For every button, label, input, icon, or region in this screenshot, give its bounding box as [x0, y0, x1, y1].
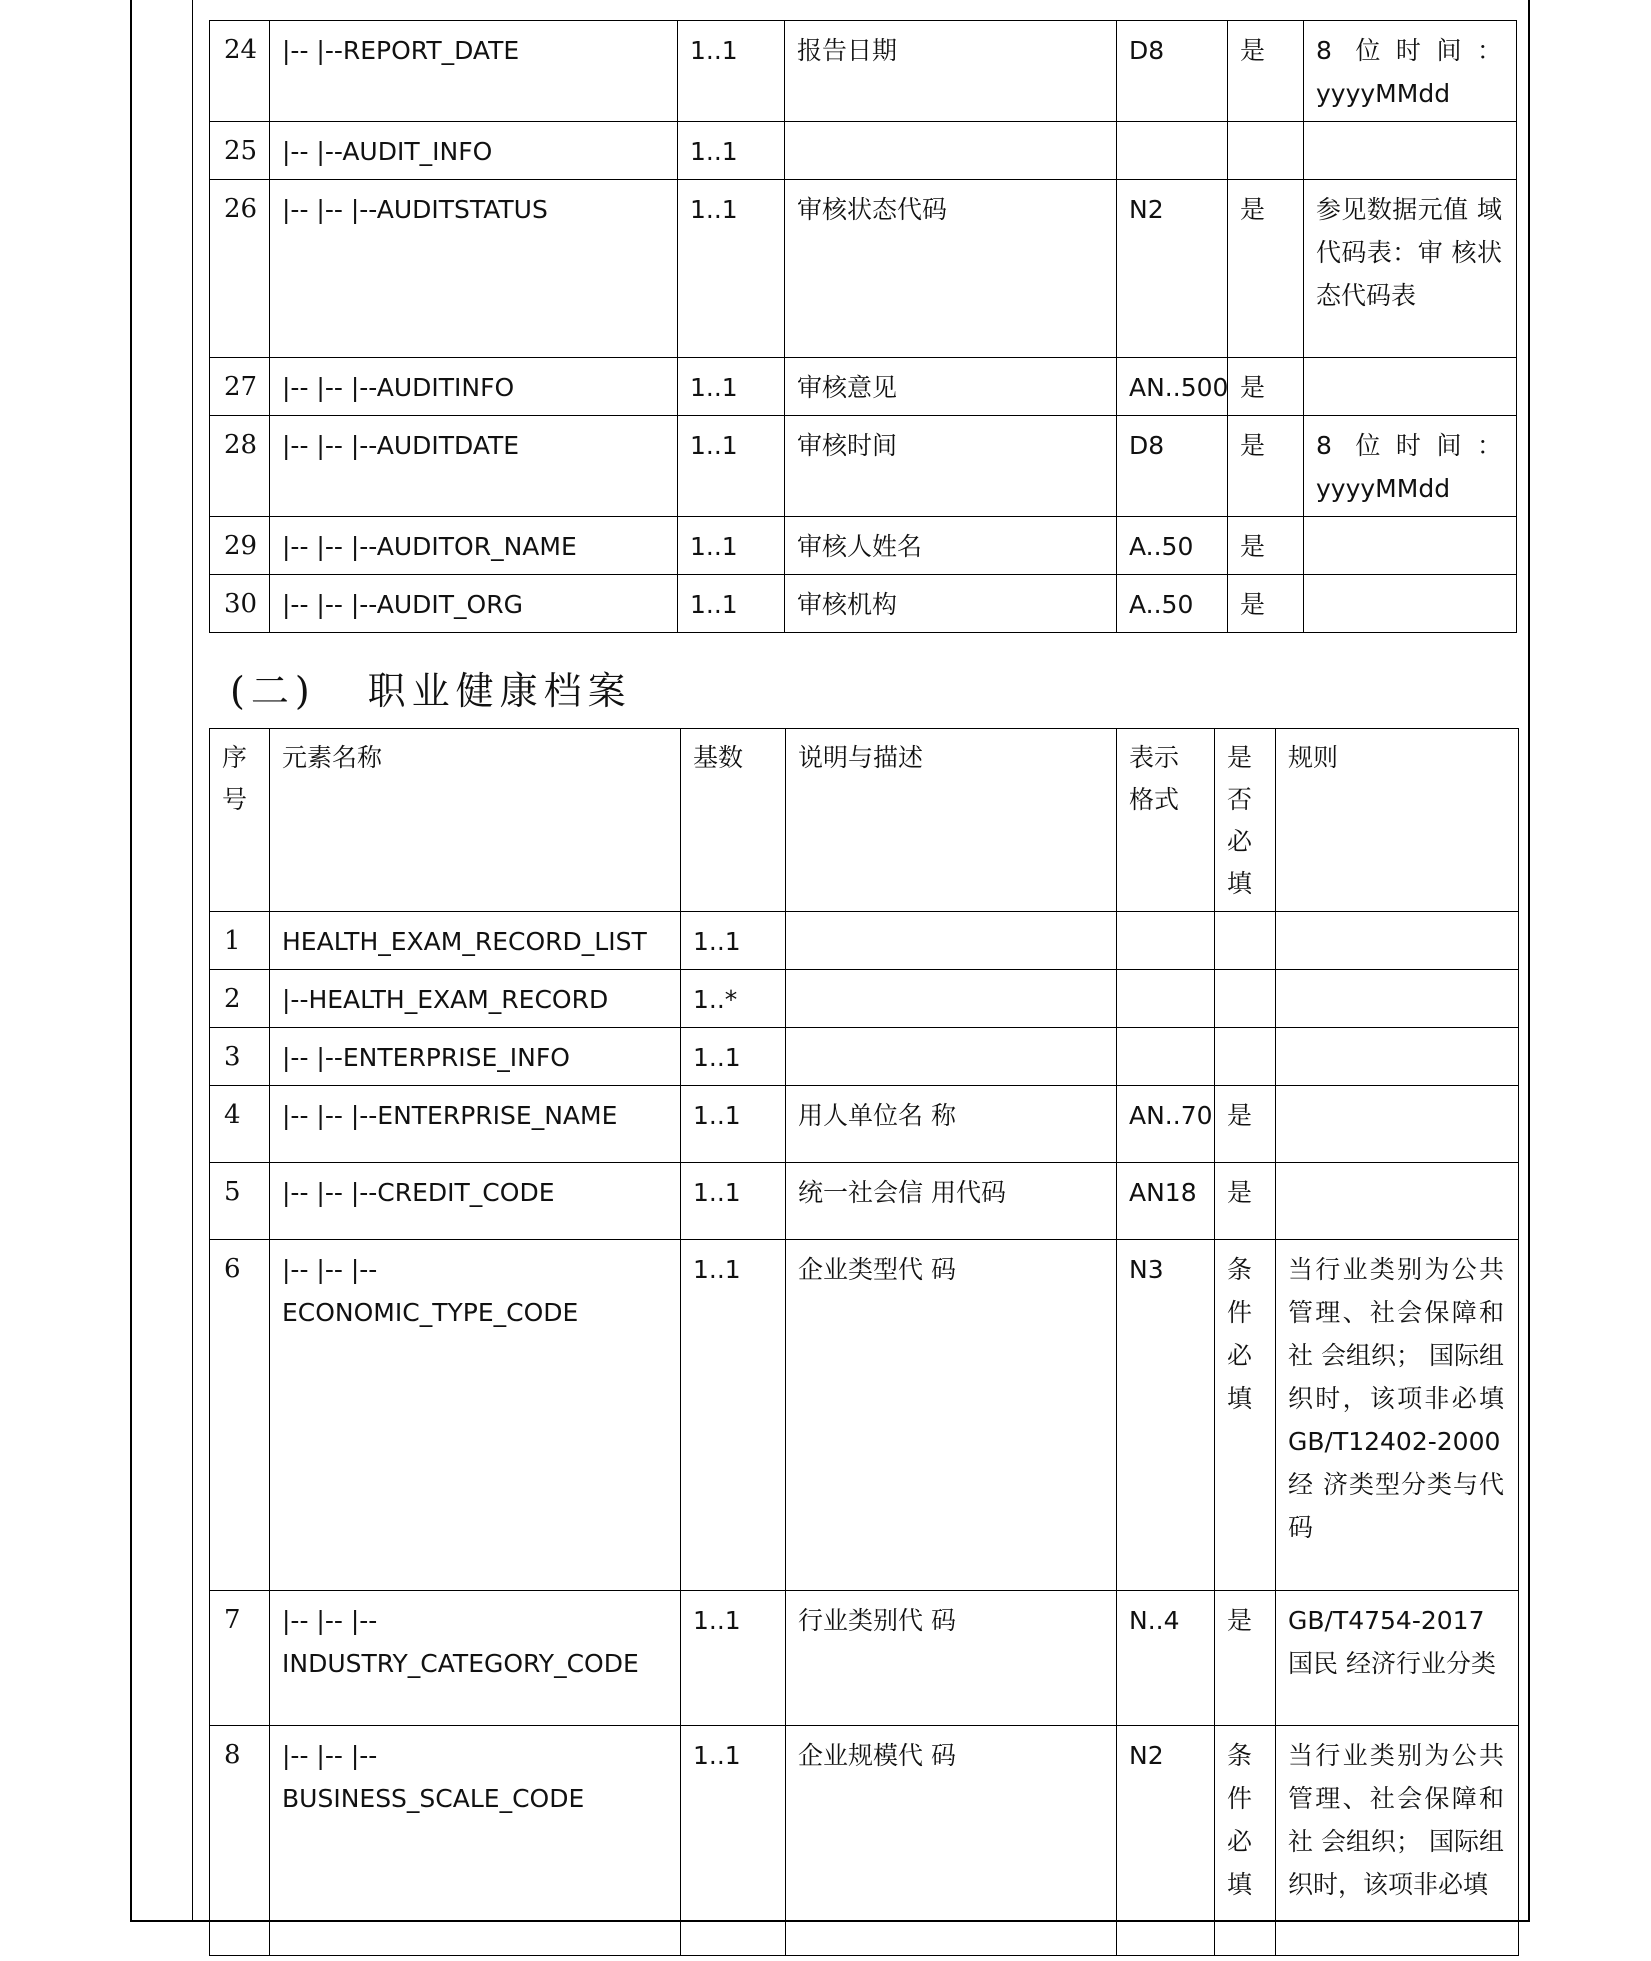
cell-desc: 企业类型代 码 [786, 1240, 1117, 1591]
cell-fmt: AN18 [1117, 1163, 1215, 1240]
cell-rule [1304, 575, 1517, 633]
table-row [210, 1028, 1519, 1086]
cell-no: 5 [210, 1163, 270, 1240]
cell-fmt [1117, 970, 1215, 1028]
cell-desc: 审核机构 [785, 575, 1117, 633]
cell-card: 1..1 [678, 517, 785, 575]
cell-req [1215, 912, 1276, 970]
cell-name: |-- |-- |--BUSINESS_SCALE_CODE [270, 1726, 681, 1956]
cell-card: 1..1 [681, 1028, 786, 1086]
cell-desc [785, 122, 1117, 180]
cell-fmt: A..50 [1117, 517, 1228, 575]
cell-no: 29 [210, 517, 270, 575]
cell-req [1215, 1240, 1276, 1591]
cell-req: 是 [1215, 1163, 1276, 1240]
cell-name: |-- |-- |-- INDUSTRY_CATEGORY_CODE [270, 1591, 681, 1726]
table-row [210, 180, 1517, 358]
cell-card: 1..* [681, 970, 786, 1028]
section-index: (二) [230, 669, 316, 713]
cell-req [1215, 1028, 1276, 1086]
cell-fmt: AN..70 [1117, 1086, 1215, 1163]
cell-fmt: D8 [1117, 416, 1228, 517]
cell-desc: 统一社会信 用代码 [786, 1163, 1117, 1240]
cell-name: |-- |-- |--ECONOMIC_TYPE_CODE [270, 1240, 681, 1591]
cell-req [1228, 122, 1304, 180]
cell-desc: 审核状态代码 [785, 180, 1117, 358]
cell-no: 7 [210, 1591, 270, 1726]
cell-req: 是 [1228, 358, 1304, 416]
cell-name: |-- |--REPORT_DATE [270, 21, 678, 122]
table-row [210, 358, 1517, 416]
cell-card: 1..1 [678, 180, 785, 358]
cell-no: 26 [210, 180, 270, 358]
cell-fmt: A..50 [1117, 575, 1228, 633]
cell-fmt: D8 [1117, 21, 1228, 122]
header-no: 序号 [210, 729, 270, 912]
cell-fmt: AN..500 [1117, 358, 1228, 416]
cell-card: 1..1 [681, 912, 786, 970]
cell-card: 1..1 [678, 358, 785, 416]
cell-req: 是 [1215, 1086, 1276, 1163]
table-header-row [210, 729, 1519, 912]
header-req: 是否必填 [1215, 729, 1276, 912]
cell-card: 1..1 [678, 21, 785, 122]
cell-fmt: N2 [1117, 180, 1228, 358]
cell-name: |-- |-- |--AUDITDATE [270, 416, 678, 517]
cell-req: 是 [1215, 1591, 1276, 1726]
cell-rule [1304, 358, 1517, 416]
cell-req [1215, 1726, 1276, 1956]
cell-card: 1..1 [681, 1086, 786, 1163]
cell-fmt [1117, 912, 1215, 970]
cell-req: 是 [1228, 517, 1304, 575]
cell-card: 1..1 [681, 1240, 786, 1591]
header-name: 元素名称 [270, 729, 681, 912]
cell-no: 27 [210, 358, 270, 416]
cell-fmt: N2 [1117, 1726, 1215, 1956]
cell-card: 1..1 [678, 575, 785, 633]
cell-rule [1276, 1086, 1519, 1163]
header-desc: 说明与描述 [786, 729, 1117, 912]
table-row [210, 517, 1517, 575]
cell-name: |-- |-- |--AUDITINFO [270, 358, 678, 416]
cell-rule [1276, 1028, 1519, 1086]
table-row [210, 970, 1519, 1028]
page-frame-right [1528, 0, 1530, 1922]
cell-desc: 行业类别代 码 [786, 1591, 1117, 1726]
section-title [230, 660, 632, 715]
cell-no: 25 [210, 122, 270, 180]
cell-desc: 审核人姓名 [785, 517, 1117, 575]
table-row [210, 912, 1519, 970]
cell-no: 4 [210, 1086, 270, 1163]
cell-req: 是 [1228, 180, 1304, 358]
cell-card: 1..1 [681, 1163, 786, 1240]
cell-desc: 企业规模代 码 [786, 1726, 1117, 1956]
cell-rule [1276, 1163, 1519, 1240]
audit-info-table [209, 20, 1517, 633]
cell-fmt: N3 [1117, 1240, 1215, 1591]
cell-desc [786, 912, 1117, 970]
cell-no: 8 [210, 1726, 270, 1956]
page-frame-inner-left [192, 0, 193, 1922]
cell-no: 3 [210, 1028, 270, 1086]
cell-req-text: 条件必填 [1227, 1741, 1253, 1899]
table-row [210, 1240, 1519, 1591]
cell-name: |-- |-- |--AUDITSTATUS [270, 180, 678, 358]
cell-fmt: N..4 [1117, 1591, 1215, 1726]
cell-desc [786, 970, 1117, 1028]
cell-no: 2 [210, 970, 270, 1028]
cell-name: |-- |--AUDIT_INFO [270, 122, 678, 180]
cell-rule: GB/T4754-2017 国民 经济行业分类 [1276, 1591, 1519, 1726]
cell-card: 1..1 [678, 122, 785, 180]
cell-card: 1..1 [681, 1591, 786, 1726]
cell-fmt [1117, 122, 1228, 180]
cell-rule: 参见数据元值 域代码表：审 核状态代码表 [1304, 180, 1517, 358]
cell-card: 1..1 [681, 1726, 786, 1956]
cell-rule [1304, 517, 1517, 575]
cell-name: HEALTH_EXAM_RECORD_LIST [270, 912, 681, 970]
cell-no: 1 [210, 912, 270, 970]
cell-no: 28 [210, 416, 270, 517]
cell-req [1215, 970, 1276, 1028]
cell-fmt [1117, 1028, 1215, 1086]
cell-rule: 当行业类别为公共 管理、社会保障和社 会组织； 国际组织时，该项非必填 GB/T12402-2000 经 济类型分类与代码 [1276, 1240, 1519, 1591]
cell-name: |-- |-- |--CREDIT_CODE [270, 1163, 681, 1240]
cell-name: |-- |-- |--AUDITOR_NAME [270, 517, 678, 575]
health-record-table [209, 728, 1519, 1956]
cell-card: 1..1 [678, 416, 785, 517]
cell-req: 是 [1228, 416, 1304, 517]
table-row [210, 575, 1517, 633]
cell-no: 24 [210, 21, 270, 122]
header-rule: 规则 [1276, 729, 1519, 912]
cell-name: |-- |--ENTERPRISE_INFO [270, 1028, 681, 1086]
cell-rule: 8 位时间： yyyyMMdd [1304, 21, 1517, 122]
cell-name: |-- |-- |--AUDIT_ORG [270, 575, 678, 633]
cell-req: 是 [1228, 575, 1304, 633]
header-card: 基数 [681, 729, 786, 912]
table-row [210, 1726, 1519, 1956]
table-row [210, 122, 1517, 180]
cell-rule: 8 位时间： yyyyMMdd [1304, 416, 1517, 517]
cell-desc: 审核意见 [785, 358, 1117, 416]
cell-rule [1276, 912, 1519, 970]
header-fmt: 表示格式 [1117, 729, 1215, 912]
cell-desc: 审核时间 [785, 416, 1117, 517]
table-row [210, 416, 1517, 517]
cell-rule [1276, 970, 1519, 1028]
cell-desc: 报告日期 [785, 21, 1117, 122]
cell-name: |--HEALTH_EXAM_RECORD [270, 970, 681, 1028]
cell-no: 30 [210, 575, 270, 633]
table-row [210, 1086, 1519, 1163]
page-frame-left [130, 0, 132, 1922]
section-heading: 职业健康档案 [367, 669, 632, 713]
cell-name: |-- |-- |--ENTERPRISE_NAME [270, 1086, 681, 1163]
cell-req: 是 [1228, 21, 1304, 122]
table-row [210, 1591, 1519, 1726]
table-row [210, 1163, 1519, 1240]
cell-req-text: 条件必填 [1227, 1255, 1253, 1413]
cell-no: 6 [210, 1240, 270, 1591]
cell-rule: 当行业类别为公共 管理、社会保障和社 会组织； 国际组织时，该项非必填 [1276, 1726, 1519, 1956]
table-row [210, 21, 1517, 122]
cell-desc [786, 1028, 1117, 1086]
cell-rule [1304, 122, 1517, 180]
cell-desc: 用人单位名 称 [786, 1086, 1117, 1163]
